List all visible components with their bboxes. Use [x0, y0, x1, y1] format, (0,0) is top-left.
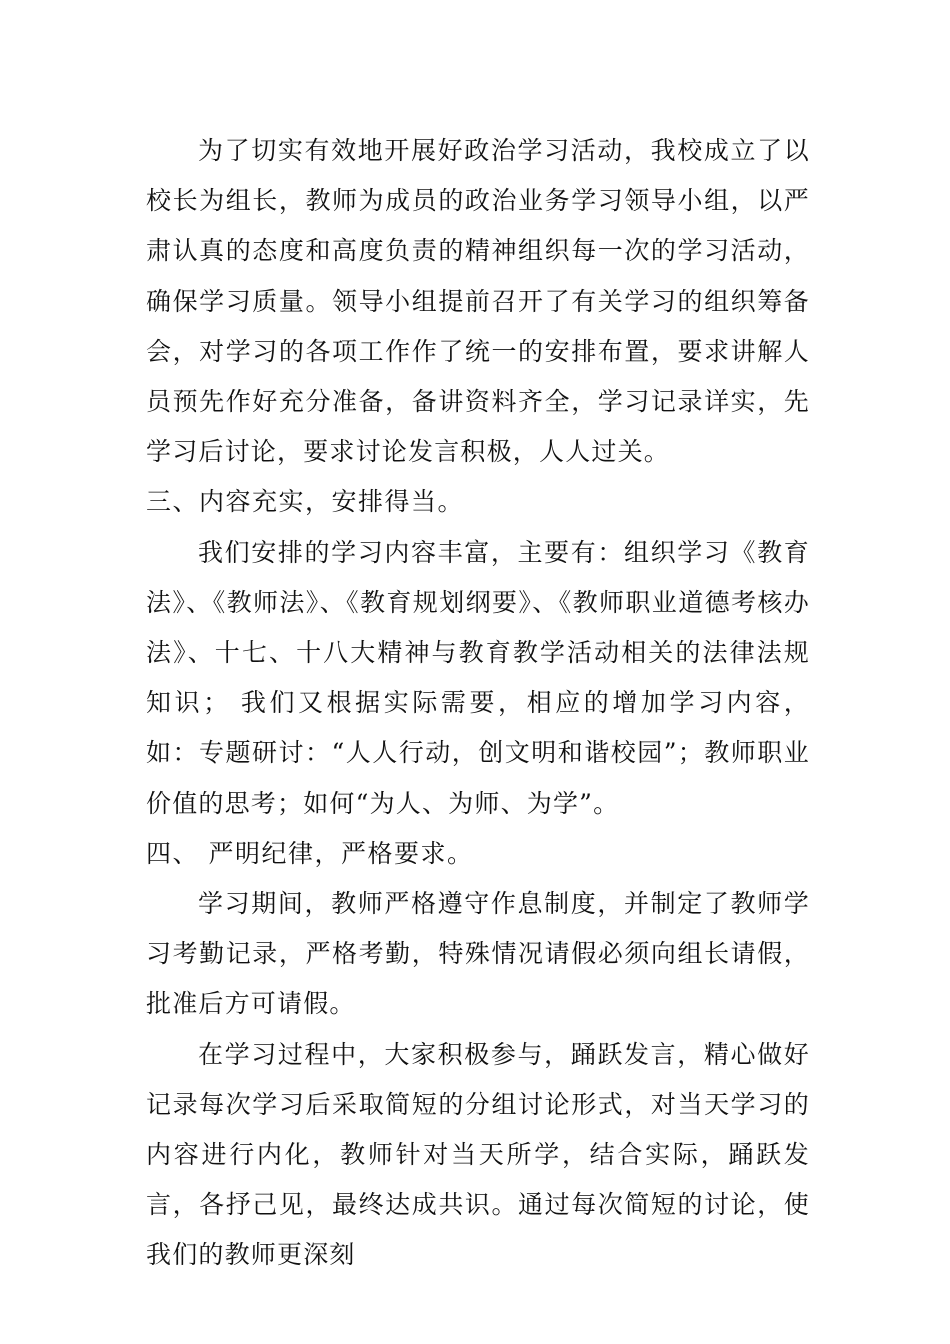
document-page	[146, 126, 810, 1281]
paragraph-study-organization: 为了切实有效地开展好政治学习活动，我校成立了以校长为组长，教师为成员的政治业务学习领导小组，以严肃认真的态度和高度负责的精神组织每一次的学习活动，确保学习质量。领导小组提前召开了有关学习的组织筹备会，对学习的各项工作作了统一的安排布置，要求讲解人员预先作好充分准备，备讲资料齐全，学习记录详实，先学习后讨论，要求讨论发言积极，人人过关。	[146, 136, 810, 467]
section-heading-four: 四、 严明纪律，严格要求。	[146, 838, 474, 868]
paragraph-study-content: 我们安排的学习内容丰富，主要有：组织学习《教育法》、《教师法》、《教育规划纲要》、《教师职业道德考核办法》、十七、十八大精神与教育教学活动相关的法律法规知识； 我们又根据实际需要，相应的增加学习内容，如：专题研讨：“人人行动，创文明和谐校园”；教师职业价值的思考；如何“为人、为师、为学”。	[146, 537, 810, 818]
paragraph-discipline: 学习期间，教师严格遵守作息制度，并制定了教师学习考勤记录，严格考勤，特殊情况请假必须向组长请假，批准后方可请假。	[146, 889, 810, 1019]
section-heading-three: 三、内容充实，安排得当。	[146, 487, 465, 517]
paragraph-study-process: 在学习过程中，大家积极参与，踊跃发言，精心做好记录每次学习后采取简短的分组讨论形式，对当天学习的内容进行内化，教师针对当天所学，结合实际，踊跃发言，各抒己见，最终达成共识。通过每次简短的讨论，使我们的教师更深刻	[146, 1039, 810, 1270]
